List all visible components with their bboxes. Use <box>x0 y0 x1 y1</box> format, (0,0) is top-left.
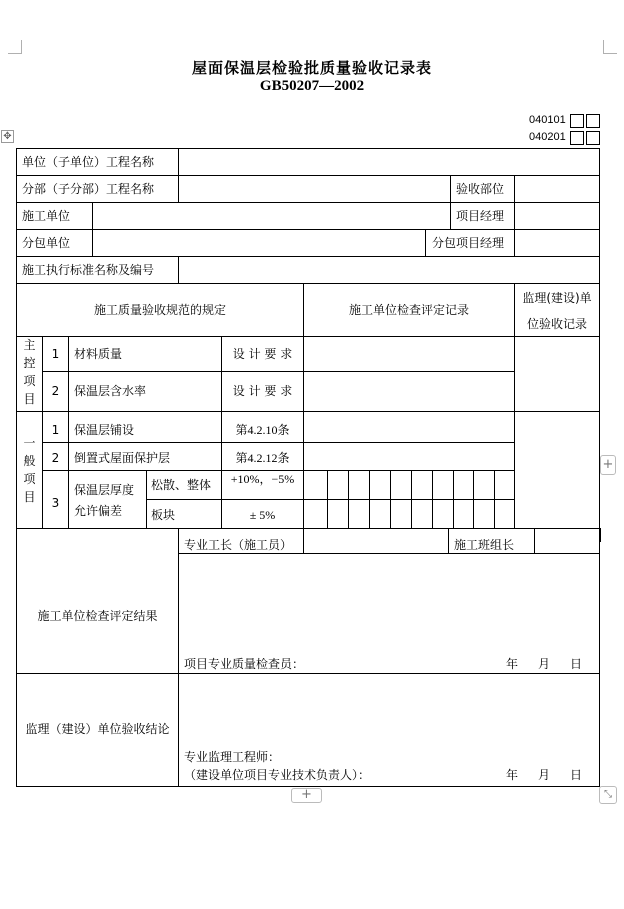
table-move-handle-icon[interactable]: ✥ <box>1 130 14 143</box>
main-control-label: 控 <box>23 356 36 370</box>
date-day-label: 日 <box>570 657 583 671</box>
item-name: 保温层铺设 <box>74 423 135 437</box>
form-code: 040201 <box>529 131 566 143</box>
construction-unit-label: 施工单位 <box>22 209 71 223</box>
general-items-label: 一 <box>23 436 36 450</box>
unit-project-name-field[interactable] <box>180 150 598 174</box>
sub-item-tolerance: +10%，−5% <box>230 472 295 486</box>
item-name: 倒置式屋面保护层 <box>74 451 171 465</box>
general-items-label: 项 <box>23 472 36 486</box>
general-items-label: 目 <box>23 490 36 504</box>
unit-project-name-label: 单位（子单位）工程名称 <box>22 155 155 169</box>
item-requirement: 设 计 要 求 <box>232 347 293 361</box>
construction-unit-field[interactable] <box>94 204 448 228</box>
subcontract-project-manager-field[interactable] <box>516 231 598 255</box>
spec-column-header: 施工质量验收规范的规定 <box>93 303 226 317</box>
sub-project-name-field[interactable] <box>180 177 448 201</box>
supervising-engineer-label: 专业监理工程师： <box>184 750 281 764</box>
date-year-label: 年 <box>506 768 519 782</box>
contractor-result-title: 施工单位检查评定结果 <box>37 609 158 623</box>
supervisor-record-column-header: 监理(建设)单 <box>522 291 592 305</box>
item-number: 2 <box>51 451 60 465</box>
item-requirement: 第4.2.12条 <box>235 451 290 465</box>
date-month-label: 月 <box>538 768 551 782</box>
sub-item-name: 松散、整体 <box>151 478 212 492</box>
document-title: 屋面保温层检验批质量验收记录表 <box>191 59 432 77</box>
main-control-label: 主 <box>23 338 36 352</box>
subcontract-unit-field[interactable] <box>94 231 423 255</box>
project-manager-label: 项目经理 <box>456 209 505 223</box>
sub-project-name-label: 分部（子分部）工程名称 <box>22 182 155 196</box>
item-requirement: 设 计 要 求 <box>232 384 293 398</box>
owner-tech-lead-label: （建设单位项目专业技术负责人）： <box>184 768 371 782</box>
general-items-label: 般 <box>23 454 36 468</box>
item-number: 2 <box>51 384 60 398</box>
sub-item-tolerance: ± 5% <box>249 508 276 522</box>
foreman-label: 专业工长（施工员） <box>184 538 293 552</box>
acceptance-part-label: 验收部位 <box>456 182 505 196</box>
project-manager-field[interactable] <box>516 204 598 228</box>
date-month-label: 月 <box>538 657 551 671</box>
item-number: 1 <box>51 347 60 361</box>
item-number: 3 <box>51 496 60 510</box>
form-code: 040101 <box>529 114 566 126</box>
add-column-button[interactable]: + <box>600 455 616 475</box>
team-leader-label: 施工班组长 <box>454 538 515 552</box>
item-requirement: 第4.2.10条 <box>235 423 290 437</box>
date-year-label: 年 <box>506 657 519 671</box>
sub-item-name: 板块 <box>151 508 176 522</box>
date-day-label: 日 <box>570 768 583 782</box>
main-control-label: 目 <box>23 392 36 406</box>
subcontract-unit-label: 分包单位 <box>22 236 71 250</box>
standard-name-field[interactable] <box>180 258 598 282</box>
item-name: 材料质量 <box>74 347 123 361</box>
add-row-button[interactable]: + <box>291 788 322 803</box>
acceptance-part-field[interactable] <box>516 177 598 201</box>
standard-name-label: 施工执行标准名称及编号 <box>22 263 155 277</box>
main-control-label: 项 <box>23 374 36 388</box>
supervisor-record-column-header: 位验收记录 <box>526 317 587 331</box>
item-name: 保温层含水率 <box>74 384 147 398</box>
contractor-record-column-header: 施工单位检查评定记录 <box>348 303 469 317</box>
subcontract-project-manager-label: 分包项目经理 <box>432 236 505 250</box>
item-number: 1 <box>51 423 60 437</box>
quality-inspector-label: 项目专业质量检查员： <box>184 657 305 671</box>
document-subtitle: GB50207—2002 <box>259 78 365 94</box>
supervisor-conclusion-title: 监理（建设）单位验收结论 <box>25 722 170 736</box>
item-name: 允许偏差 <box>74 504 123 518</box>
table-resize-handle-icon[interactable]: ⤡ <box>599 786 617 804</box>
item-name: 保温层厚度 <box>74 483 135 497</box>
